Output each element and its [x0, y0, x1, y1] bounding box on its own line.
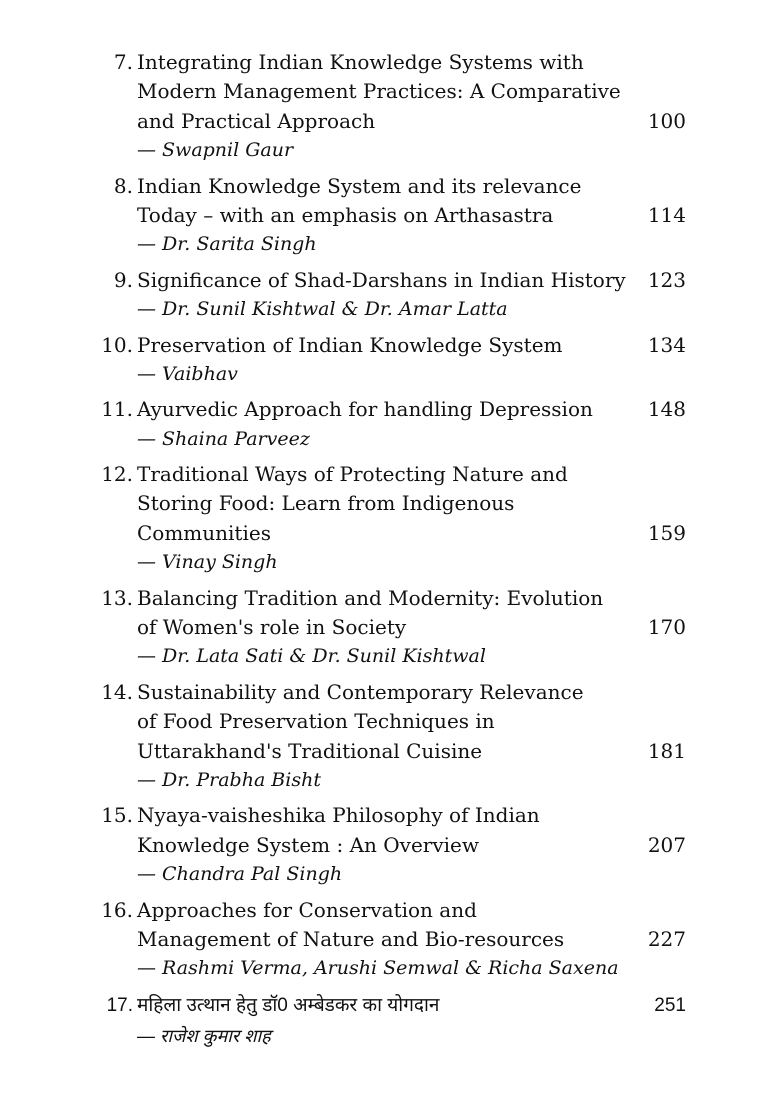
entry-title: महिला उत्थान हेतु डॉ0 अम्बेडकर का योगदान: [137, 994, 440, 1016]
title-line: [0, 519, 780, 548]
page-number: 251: [654, 994, 686, 1016]
entry-title: Storing Food: Learn from Indigenous: [137, 491, 515, 516]
page-number: 170: [647, 615, 686, 640]
page-number: 227: [647, 926, 686, 951]
entry-author: — Vinay Singh: [137, 551, 278, 574]
page-number: 207: [647, 832, 686, 857]
entry-title: Nyaya-vaisheshika Philosophy of Indian: [137, 803, 540, 828]
entry-title: Communities: [137, 520, 271, 545]
entry-author: — Dr. Sunil Kishtwal & Dr. Amar Latta: [137, 298, 508, 321]
page-number: 134: [647, 332, 686, 357]
title-line: [0, 48, 780, 77]
entry-title: Integrating Indian Knowledge Systems with: [137, 50, 584, 74]
title-line: [0, 707, 780, 736]
entry-number: 16.: [101, 897, 133, 922]
toc-entry: [0, 678, 780, 796]
entry-title: Uttarakhand's Traditional Cuisine: [137, 738, 483, 763]
entry-author: — Dr. Lata Sati & Dr. Sunil Kishtwal: [137, 645, 486, 668]
author-line: [0, 642, 780, 671]
entry-title: Indian Knowledge System and its relevance: [137, 173, 582, 198]
author-line: [0, 136, 780, 165]
entry-title: Today – with an emphasis on Arthasastra: [137, 202, 554, 227]
entry-number: 12.: [101, 462, 133, 487]
entry-title: of Food Preservation Techniques in: [137, 709, 495, 734]
entry-title: Preservation of Indian Knowledge System: [137, 332, 563, 357]
title-line: [0, 925, 780, 954]
entry-title: Sustainability and Contemporary Relevance: [137, 679, 584, 704]
title-line: [0, 678, 780, 707]
entry-title: Approaches for Conservation and: [137, 897, 477, 922]
entry-number: 14.: [101, 679, 133, 704]
title-line: [0, 331, 780, 360]
toc-entry: [0, 48, 780, 166]
entry-title: of Women's role in Society: [137, 615, 407, 640]
entry-title: Significance of Shad-Darshans in Indian History: [137, 267, 626, 292]
author-line: [0, 230, 780, 259]
toc-entry: [0, 266, 780, 325]
entry-author: — Vaibhav: [137, 362, 238, 385]
entry-title: and Practical Approach: [137, 108, 376, 133]
entry-number: 17.: [106, 994, 133, 1016]
page-number: 159: [647, 520, 686, 545]
title-line: [0, 266, 780, 295]
entry-number: 11.: [101, 397, 133, 422]
title-line: [0, 489, 780, 518]
entry-title: Management of Nature and Bio-resources: [137, 926, 565, 951]
toc-entry: [0, 460, 780, 578]
title-line: [0, 395, 780, 424]
title-line: [0, 737, 780, 766]
title-line: [0, 172, 780, 201]
entry-author: — Chandra Pal Singh: [137, 863, 343, 886]
title-line: [0, 990, 780, 1021]
title-line: [0, 460, 780, 489]
toc-entry: [0, 395, 780, 454]
author-line: [0, 360, 780, 389]
table-of-contents: [0, 48, 780, 1058]
toc-entry: [0, 801, 780, 889]
author-line: [0, 548, 780, 577]
entry-author: — Rashmi Verma, Arushi Semwal & Richa Saxena: [137, 957, 619, 980]
entry-number: 13.: [101, 585, 133, 610]
title-line: [0, 896, 780, 925]
entry-title: Ayurvedic Approach for handling Depression: [137, 397, 593, 422]
entry-title: Traditional Ways of Protecting Nature and: [137, 462, 568, 487]
entry-title: Knowledge System : An Overview: [137, 832, 479, 857]
author-line: [0, 1021, 780, 1052]
page-number: 181: [647, 738, 686, 763]
toc-entry: [0, 331, 780, 390]
title-line: [0, 107, 780, 136]
toc-entry: [0, 990, 780, 1052]
entry-title: Modern Management Practices: A Comparative: [137, 79, 621, 104]
title-line: [0, 201, 780, 230]
toc-entry: [0, 172, 780, 260]
entry-author: — Dr. Sarita Singh: [137, 233, 317, 256]
page-number: 114: [647, 202, 686, 227]
toc-entry: [0, 896, 780, 984]
entry-number: 9.: [113, 267, 133, 292]
title-line: [0, 77, 780, 106]
entry-title: Balancing Tradition and Modernity: Evolution: [137, 585, 604, 610]
entry-number: 15.: [101, 803, 133, 828]
entry-number: 10.: [101, 332, 133, 357]
toc-entry: [0, 584, 780, 672]
entry-number: 8.: [113, 173, 133, 198]
title-line: [0, 584, 780, 613]
entry-author: — Shaina Parveez: [137, 427, 310, 450]
page-number: 100: [647, 108, 686, 133]
page-number: 123: [647, 267, 686, 292]
page-number: 148: [647, 397, 686, 422]
entry-author: — Dr. Prabha Bisht: [137, 768, 321, 791]
entry-author: — राजेश कुमार शाह: [137, 1025, 271, 1046]
author-line: [0, 954, 780, 983]
author-line: [0, 860, 780, 889]
title-line: [0, 613, 780, 642]
title-line: [0, 801, 780, 830]
author-line: [0, 295, 780, 324]
entry-author: — Swapnil Gaur: [137, 139, 294, 162]
author-line: [0, 425, 780, 454]
author-line: [0, 766, 780, 795]
title-line: [0, 831, 780, 860]
entry-number: 7.: [113, 50, 133, 74]
